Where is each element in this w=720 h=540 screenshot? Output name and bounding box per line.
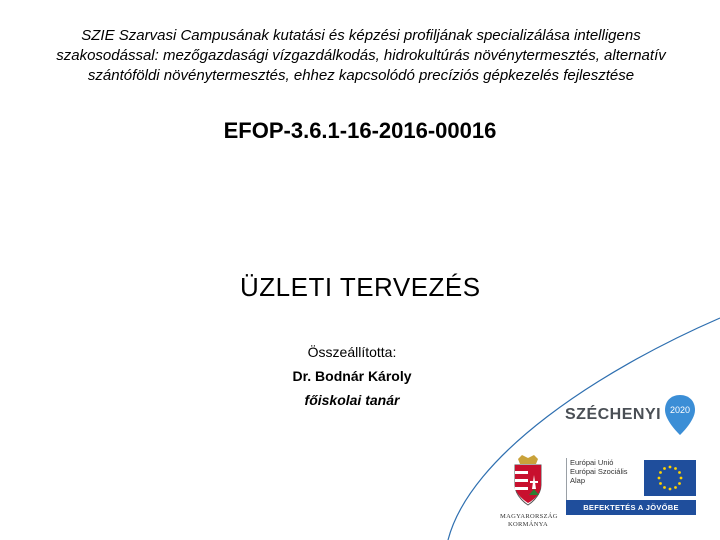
szechenyi-2020-logo — [565, 400, 697, 430]
page-title: ÜZLETI TERVEZÉS — [240, 272, 481, 302]
compiled-by-label: Összeállította: — [307, 344, 397, 360]
location-pin-icon — [663, 393, 697, 437]
credits-block — [236, 340, 468, 412]
project-description: SZIE Szarvasi Campusának kutatási és képzési profiljának specializálása intelligens szakosodással: mezőgazdasági vízgazdálkodás, hidrokultúrás növénytermesztés, alternatív szántóföldi növénytermesztés, ehhez kapcsolódó precíziós gépkezelés fejlesztése — [56, 27, 666, 84]
eu-line-3: Alap — [570, 476, 586, 485]
szechenyi-year: 2020 — [670, 405, 691, 415]
coat-of-arms-icon — [510, 455, 546, 507]
szechenyi-text: SZÉCHENYI — [565, 406, 662, 423]
caption-line-2: KORMÁNYA — [508, 521, 548, 528]
eu-line-1: Európai Unió — [570, 458, 614, 467]
eu-flag-icon — [644, 460, 696, 496]
author-name: Dr. Bodnár Károly — [292, 368, 412, 384]
caption-line-1: MAGYARORSZÁG — [500, 513, 558, 520]
project-code: EFOP-3.6.1-16-2016-00016 — [223, 118, 497, 143]
author-role: főiskolai tanár — [304, 392, 400, 408]
hungarian-government-logo — [500, 455, 556, 535]
eu-text — [566, 458, 638, 502]
eu-line-2: Európai Szociális — [570, 467, 628, 476]
government-caption — [500, 513, 556, 529]
invest-slogan-bar: BEFEKTETÉS A JÖVŐBE — [566, 500, 696, 515]
